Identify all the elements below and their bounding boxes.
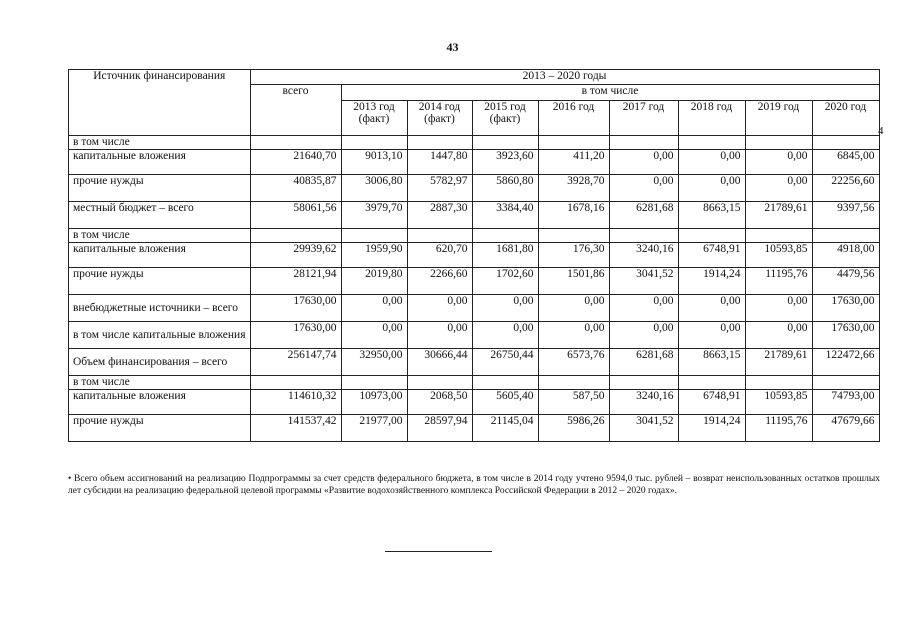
value-cell: 2068,50: [407, 390, 472, 415]
value-cell: 17630,00: [250, 322, 341, 349]
value-cell: 17630,00: [812, 322, 879, 349]
value-cell: 114610,32: [250, 390, 341, 415]
value-cell: 21977,00: [341, 415, 407, 442]
value-cell: 1501,86: [538, 268, 609, 295]
header-year-cell: [472, 101, 538, 136]
header-year: 2018 год: [690, 101, 733, 113]
table-row: [69, 268, 880, 295]
header-year: 2017 год: [622, 101, 665, 113]
header-year-note: (факт): [358, 113, 390, 125]
value-cell: 1914,24: [678, 415, 745, 442]
value-cell: 11195,76: [745, 268, 812, 295]
value-cell: 9013,10: [341, 150, 407, 175]
value-cell: 2266,60: [407, 268, 472, 295]
header-year-note: (факт): [424, 113, 455, 125]
value-cell: 17630,00: [250, 295, 341, 322]
value-cell: 40835,87: [250, 175, 341, 202]
value-cell: 0,00: [745, 150, 812, 175]
value-cell: 0,00: [341, 295, 407, 322]
header-year-cell: [745, 101, 812, 136]
value-cell: 1914,24: [678, 268, 745, 295]
table-row: [69, 150, 880, 175]
value-cell: 0,00: [407, 295, 472, 322]
value-cell: 5860,80: [472, 175, 538, 202]
value-cell: 11195,76: [745, 415, 812, 442]
header-year: 2014 год: [418, 101, 461, 113]
page-edge-mark: 4: [878, 125, 884, 137]
value-cell: 0,00: [341, 322, 407, 349]
header-period: 2013 – 2020 годы: [250, 70, 879, 85]
row-label: капитальные вложения: [69, 390, 251, 415]
value-cell: 10593,85: [745, 243, 812, 268]
value-cell: 28121,94: [250, 268, 341, 295]
financing-table: [68, 69, 880, 442]
header-source: Источник финансирования: [69, 70, 251, 136]
value-cell: 0,00: [745, 322, 812, 349]
header-year: 2020 год: [824, 101, 867, 113]
value-cell: 6573,76: [538, 349, 609, 376]
header-year-cell: [341, 101, 407, 136]
value-cell: 3006,80: [341, 175, 407, 202]
value-cell: 0,00: [538, 295, 609, 322]
value-cell: 5605,40: [472, 390, 538, 415]
value-cell: 3041,52: [609, 415, 678, 442]
value-cell: 21145,04: [472, 415, 538, 442]
value-cell: 21640,70: [250, 150, 341, 175]
header-year-cell: [812, 101, 879, 136]
row-label: Объем финансирования – всего: [69, 349, 251, 376]
value-cell: 21789,61: [745, 349, 812, 376]
header-including: в том числе: [341, 85, 879, 101]
value-cell: 3384,40: [472, 202, 538, 229]
header-year: 2013 год: [353, 101, 395, 113]
value-cell: 47679,66: [812, 415, 879, 442]
value-cell: 29939,62: [250, 243, 341, 268]
table-row: [69, 349, 880, 376]
table-row: [69, 390, 880, 415]
header-year-cell: [407, 101, 472, 136]
value-cell: 3923,60: [472, 150, 538, 175]
row-label: в том числе: [69, 136, 251, 150]
row-label: прочие нужды: [69, 268, 251, 295]
header-year-note: (факт): [489, 113, 521, 125]
table-row: [69, 202, 880, 229]
value-cell: 10973,00: [341, 390, 407, 415]
value-cell: 30666,44: [407, 349, 472, 376]
table-row: [69, 295, 880, 322]
value-cell: 6748,91: [678, 390, 745, 415]
value-cell: 0,00: [745, 295, 812, 322]
value-cell: 411,20: [538, 150, 609, 175]
value-cell: 4479,56: [812, 268, 879, 295]
row-label: прочие нужды: [69, 415, 251, 442]
header-year-cell: [609, 101, 678, 136]
table-row: [69, 376, 880, 390]
value-cell: 6281,68: [609, 202, 678, 229]
value-cell: 6281,68: [609, 349, 678, 376]
value-cell: 1959,90: [341, 243, 407, 268]
value-cell: 1447,80: [407, 150, 472, 175]
value-cell: 176,30: [538, 243, 609, 268]
value-cell: 22256,60: [812, 175, 879, 202]
value-cell: 0,00: [609, 295, 678, 322]
value-cell: 0,00: [472, 295, 538, 322]
table-row: [69, 322, 880, 349]
value-cell: 74793,00: [812, 390, 879, 415]
value-cell: 256147,74: [250, 349, 341, 376]
value-cell: 32950,00: [341, 349, 407, 376]
value-cell: 26750,44: [472, 349, 538, 376]
table-row: [69, 136, 880, 150]
value-cell: 1702,60: [472, 268, 538, 295]
value-cell: 4918,00: [812, 243, 879, 268]
value-cell: 0,00: [678, 175, 745, 202]
value-cell: 0,00: [678, 150, 745, 175]
value-cell: 2887,30: [407, 202, 472, 229]
value-cell: 0,00: [745, 175, 812, 202]
value-cell: 3928,70: [538, 175, 609, 202]
value-cell: 1678,16: [538, 202, 609, 229]
header-total: всего: [250, 85, 341, 136]
value-cell: 3240,16: [609, 390, 678, 415]
value-cell: 3041,52: [609, 268, 678, 295]
value-cell: 0,00: [472, 322, 538, 349]
header-year: 2016 год: [552, 101, 595, 113]
value-cell: 122472,66: [812, 349, 879, 376]
value-cell: 58061,56: [250, 202, 341, 229]
value-cell: 5986,26: [538, 415, 609, 442]
value-cell: 0,00: [609, 150, 678, 175]
value-cell: 587,50: [538, 390, 609, 415]
value-cell: 0,00: [609, 322, 678, 349]
value-cell: 3240,16: [609, 243, 678, 268]
value-cell: 17630,00: [812, 295, 879, 322]
value-cell: 6845,00: [812, 150, 879, 175]
table-row: [69, 415, 880, 442]
table-row: [69, 175, 880, 202]
value-cell: 0,00: [407, 322, 472, 349]
header-year-cell: [678, 101, 745, 136]
row-label: в том числе: [69, 229, 251, 243]
value-cell: 0,00: [609, 175, 678, 202]
page-number: 43: [446, 40, 459, 54]
table-row: [69, 243, 880, 268]
row-label: местный бюджет – всего: [69, 202, 251, 229]
table-row: [69, 229, 880, 243]
row-label: внебюджетные источники – всего: [69, 295, 251, 322]
value-cell: 8663,15: [678, 202, 745, 229]
value-cell: 21789,61: [745, 202, 812, 229]
value-cell: 0,00: [678, 322, 745, 349]
row-label: в том числе капитальные вложения: [69, 322, 251, 349]
value-cell: 141537,42: [250, 415, 341, 442]
value-cell: 5782,97: [407, 175, 472, 202]
row-label: прочие нужды: [69, 175, 251, 202]
value-cell: 8663,15: [678, 349, 745, 376]
value-cell: 9397,56: [812, 202, 879, 229]
header-year: 2015 год: [484, 101, 526, 113]
value-cell: 28597,94: [407, 415, 472, 442]
footnote: • Всего объем ассигнований на реализацию Подпрограммы за счет средств федерального бюджета, в том числе в 2014 году учтено 9594,0 тыс. рублей – возврат неиспользованных остатков прошлых лет субсидии на реализацию федеральной целевой программы «Развитие водохозяйственного комплекса Российской Федерации в 2012 – 2020 годах».: [68, 474, 880, 496]
header-year: 2019 год: [757, 101, 800, 113]
row-label: в том числе: [69, 376, 251, 390]
value-cell: 10593,85: [745, 390, 812, 415]
value-cell: 3979,70: [341, 202, 407, 229]
value-cell: 6748,91: [678, 243, 745, 268]
row-label: капитальные вложения: [69, 243, 251, 268]
value-cell: 1681,80: [472, 243, 538, 268]
header-year-cell: [538, 101, 609, 136]
value-cell: 0,00: [678, 295, 745, 322]
footer-divider-line: [385, 551, 492, 552]
value-cell: 0,00: [538, 322, 609, 349]
value-cell: 2019,80: [341, 268, 407, 295]
value-cell: 620,70: [407, 243, 472, 268]
row-label: капитальные вложения: [69, 150, 251, 175]
